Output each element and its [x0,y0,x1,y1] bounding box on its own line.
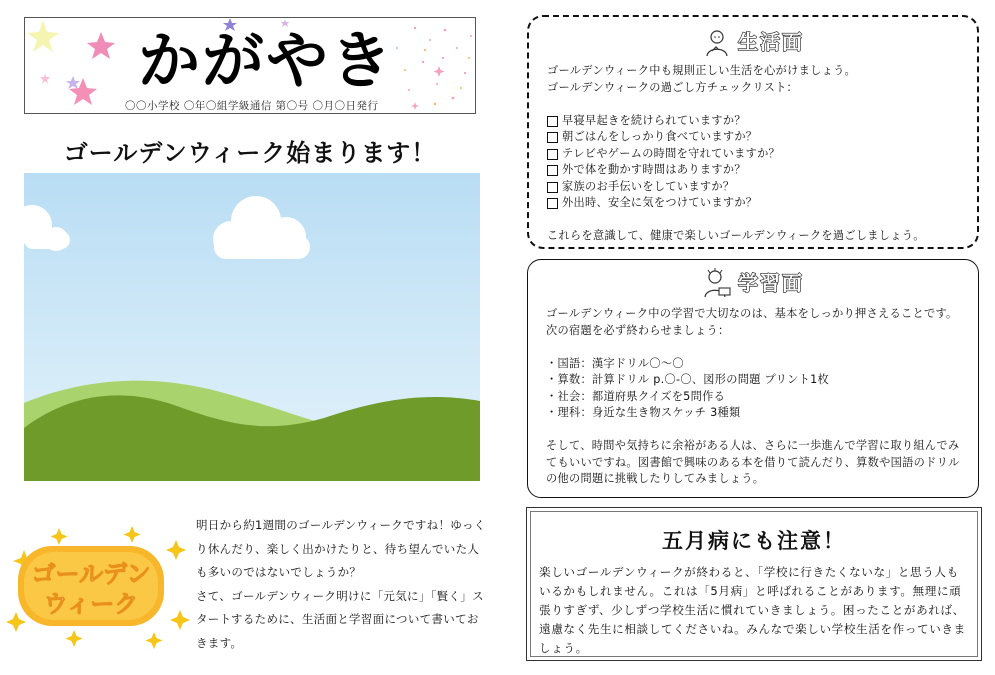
masthead [24,17,476,114]
checkbox-icon[interactable] [547,165,558,176]
golden-week-badge [4,520,194,650]
badge-line2: ウィーク [43,590,139,618]
studying-person-icon [702,268,732,298]
homework-item: ・算数：計算ドリル p.〇-〇、図形の問題 プリント1枚 [546,373,830,386]
checklist-item[interactable]: 早寝早起きを続けられていますか？ [547,113,959,130]
star-icon [87,32,115,59]
checkbox-icon[interactable] [547,116,558,127]
study-section [527,259,979,498]
may-blues-body: 楽しいゴールデンウィークが終わると、「学校に行きたくないな」と思う人もいるかもしれません。これは「5月病」と呼ばれることがあります。無理に頑張りすぎず、少しずつ学校生活に慣れていきましょう。困ったことがあれば、遠慮なく先生に相談してくださいね。みんなで楽しい学校生活を作っていきましょう。 [539,565,966,655]
intro-text [196,514,486,655]
checkbox-icon[interactable] [547,182,558,193]
homework-list [546,356,960,422]
badge-line1: ゴールデン [31,560,151,588]
homework-item: ・理科：身近な生き物スケッチ 3種類 [546,406,741,419]
study-closing: そして、時間や気持ちに余裕がある人は、さらに一歩進んで学習に取り組んでみてもいいですね。図書館で興味のある本を借りて読んだり、算数や国語のドリルの他の問題に挑戦したりしてみましょう。 [546,439,960,485]
intro-paragraph: さて、ゴールデンウィーク明けに「元気に」「賢く」スタートするために、生活面と学習面について書いておきます。 [196,588,484,650]
newsletter-title: かがやき [137,24,394,97]
checkbox-icon[interactable] [547,149,558,160]
checkbox-icon[interactable] [547,198,558,209]
life-section [527,15,979,249]
life-intro: ゴールデンウィーク中も規則正しい生活を心がけましょう。 [547,64,857,77]
landscape-illustration [24,173,480,481]
checkbox-icon[interactable] [547,132,558,143]
study-heading [546,266,960,300]
checklist-item[interactable]: テレビやゲームの時間を守れていますか？ [547,146,959,163]
thinking-person-icon [702,27,732,57]
checklist-item[interactable]: 外出時、安全に気をつけていますか？ [547,195,959,212]
life-closing: これらを意識して、健康で楽しいゴールデンウィークを過ごしましょう。 [547,229,925,242]
headline: ゴールデンウィーク始まります！ [63,139,437,167]
life-title: 生活面 [738,29,804,54]
star-icon [40,73,50,84]
homework-item: ・社会：都道府県クイズを5問作る [546,389,726,403]
checklist-item[interactable]: 外で体を動かす時間はありますか？ [547,162,959,179]
homework-item: ・国語：漢字ドリル〇〜〇 [546,356,684,370]
life-checklist [547,113,959,212]
may-blues-title: 五月病にも注意！ [662,529,846,553]
checklist-item[interactable]: 朝ごはんをしっかり食べていますか？ [547,129,959,146]
star-icon [27,20,59,52]
issue-info: 〇〇小学校 〇年〇組学級通信 第〇号 〇月〇日発行 [125,100,379,112]
study-title: 学習面 [738,270,804,295]
life-heading [547,25,959,59]
checklist-item[interactable]: 家族のお手伝いをしていますか？ [547,179,959,196]
study-intro: ゴールデンウィーク中の学習で大切なのは、基本をしっかり押さえることです。次の宿題を必ず終わらせましょう： [546,307,958,337]
may-blues-section [526,507,982,661]
life-checklist-title: ゴールデンウィークの過ごし方チェックリスト： [547,80,799,94]
star-icon [66,76,80,89]
may-blues-frame [530,511,978,657]
intro-paragraph: 明日から約1週間のゴールデンウィークですね！ゆっくり休んだり、楽しく出かけたりと、待ち望んでいた人も多いのではないでしょうか？ [196,518,486,579]
